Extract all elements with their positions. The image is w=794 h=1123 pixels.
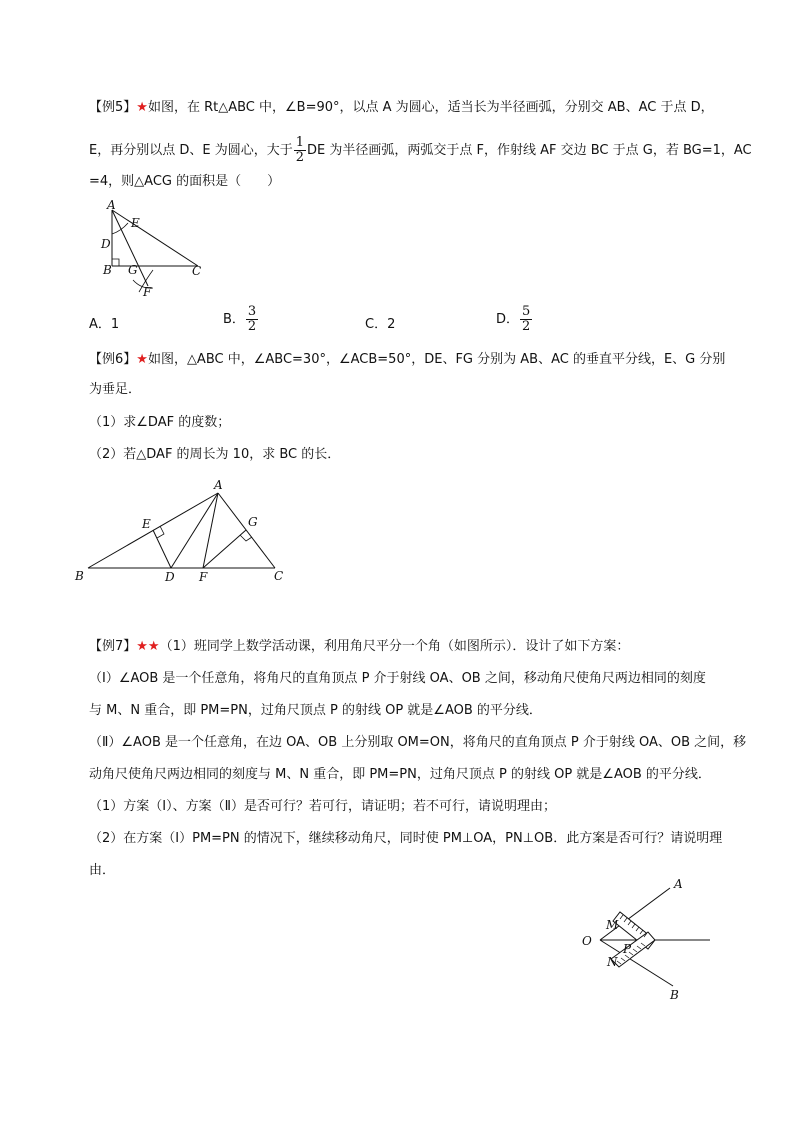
ex5-line-3 xyxy=(89,172,280,192)
ex6-seg-ED xyxy=(153,530,171,568)
ex7-label-A: A xyxy=(674,877,683,891)
ex5-option-c xyxy=(365,315,395,335)
ex6-q1-text: （1）求∠DAF 的度数； xyxy=(89,415,231,430)
ex5-option-a-value: 1 xyxy=(110,317,120,332)
ex7-question-1 xyxy=(89,797,556,817)
ex6-q2-text: （2）若△DAF 的周长为 10，求 BC 的长． xyxy=(89,447,341,462)
ex7-question-2-cont xyxy=(89,861,115,881)
ex6-label-C: C xyxy=(274,569,284,583)
ex7-line-4 xyxy=(89,733,746,753)
ex5-label-B: B xyxy=(103,263,112,277)
ex6-text-2: 为垂足． xyxy=(89,382,142,397)
ex5-star-icon: ★ xyxy=(136,100,148,115)
ex5-frac-den: 2 xyxy=(295,150,304,165)
ex7-label: 【例7】 xyxy=(89,639,137,654)
ex7-text-4: （Ⅱ）∠AOB 是一个任意角，在边 OA、OB 上分别取 OM=ON，将角尺的直角顶点 P 介于射线 OA、OB 之间，移 xyxy=(89,735,747,750)
ex5-option-a-letter: A． xyxy=(89,317,111,332)
ex5-option-b xyxy=(223,305,259,334)
ex5-arc-DE xyxy=(112,223,128,234)
ex6-line-1 xyxy=(89,350,725,370)
ex5-option-a xyxy=(89,315,119,335)
ex6-question-2 xyxy=(89,445,340,465)
ex7-text-5: 动角尺使角尺两边相同的刻度与 M、N 重合，即 PM=PN，过角尺顶点 P 的射线 OP 就是∠AOB 的平分线． xyxy=(89,767,711,782)
ex5-label-D: D xyxy=(101,237,111,251)
ex5-line-1 xyxy=(89,98,714,118)
ex5-option-d-num: 5 xyxy=(522,304,531,319)
ex6-label-A: A xyxy=(214,478,223,492)
ex7-star-icon: ★★ xyxy=(136,639,160,654)
ex5-label-G: G xyxy=(128,263,138,277)
ex7-line-5 xyxy=(89,765,711,785)
ex6-text-1: 如图，△ABC 中，∠ABC=30°，∠ACB=50°，DE、FG 分别为 AB、AC 的垂直平分线，E、G 分别 xyxy=(147,352,726,367)
ex7-question-2 xyxy=(89,829,722,849)
ex7-text-3: 与 M、N 重合，即 PM=PN，过角尺顶点 P 的射线 OP 就是∠AOB 的平分线． xyxy=(89,703,542,718)
ex7-q2-text-a: （2）在方案（Ⅰ）PM=PN 的情况下，继续移动角尺，同时使 PM⊥OA，PN⊥OB．此方案是否可行？请说明理 xyxy=(89,831,723,846)
ex5-label-F: F xyxy=(143,285,152,299)
ex6-label-B: B xyxy=(75,569,84,583)
ex6-figure xyxy=(70,478,300,588)
ex7-label-B: B xyxy=(670,988,679,1002)
ex5-option-b-den: 2 xyxy=(247,319,257,334)
ex7-q1-text: （1）方案（Ⅰ）、方案（Ⅱ）是否可行？若可行，请证明；若不可行，请说明理由； xyxy=(89,799,557,814)
ex6-line-2 xyxy=(89,380,141,400)
ex5-figure xyxy=(95,200,215,300)
ex5-text-2a: E，再分别以点 D、E 为圆心，大于 xyxy=(89,143,293,158)
ex5-label-C: C xyxy=(192,264,202,278)
ex5-option-b-num: 3 xyxy=(247,304,257,319)
ex7-q2-text-b: 由． xyxy=(89,863,116,878)
ex7-label-M: M xyxy=(606,918,619,932)
ex6-label-F: F xyxy=(199,570,208,584)
ex5-text-1: 如图，在 Rt△ABC 中，∠B=90°，以点 A 为圆心，适当长为半径画弧，分别交 AB、AC 于点 D， xyxy=(147,100,714,115)
ex7-text-1: （1）班同学上数学活动课，利用角尺平分一个角（如图所示）．设计了如下方案： xyxy=(159,639,630,654)
ex5-option-d-fraction xyxy=(520,305,532,334)
ex7-line-1 xyxy=(89,637,629,657)
ex5-option-b-letter: B． xyxy=(223,312,245,327)
ex7-text-2: （Ⅰ）∠AOB 是一个任意角，将角尺的直角顶点 P 介于射线 OA、OB 之间，移动角尺使角尺两边相同的刻度 xyxy=(89,671,706,686)
ex6-question-1 xyxy=(89,413,230,433)
ex5-text-2b: DE 为半径画弧，两弧交于点 F，作射线 AF 交边 BC 于点 G，若 BG=1，AC xyxy=(306,143,752,158)
ex5-option-c-letter: C． xyxy=(365,317,388,332)
ex6-label-D: D xyxy=(165,570,175,584)
ex5-option-d-den: 2 xyxy=(522,319,531,334)
ex5-option-b-fraction xyxy=(246,305,258,334)
ex5-frac-num: 1 xyxy=(295,135,304,150)
ex7-line-2 xyxy=(89,669,706,689)
ex7-figure xyxy=(575,873,715,1003)
ex6-label-E: E xyxy=(142,517,151,531)
ex7-label-P: P xyxy=(623,942,632,956)
ex5-option-d xyxy=(496,305,533,334)
ex5-label-E: E xyxy=(131,216,140,230)
ex5-option-d-letter: D． xyxy=(496,312,520,327)
ex5-fraction xyxy=(294,136,306,165)
ex5-label-A: A xyxy=(107,198,116,212)
ex5-right-angle xyxy=(112,259,119,266)
ex7-label-N: N xyxy=(607,955,618,969)
ex5-label: 【例5】 xyxy=(89,100,137,115)
ex6-label: 【例6】 xyxy=(89,352,137,367)
ex6-star-icon: ★ xyxy=(136,352,148,367)
ex5-text-3: =4，则△ACG 的面积是（ ） xyxy=(89,174,281,189)
ex5-line-2 xyxy=(89,136,752,165)
ex7-line-3 xyxy=(89,701,542,721)
ex6-seg-AC xyxy=(218,493,275,568)
ex5-option-c-value: 2 xyxy=(387,317,396,332)
ex6-label-G: G xyxy=(248,515,258,529)
ex7-label-O: O xyxy=(582,934,592,948)
